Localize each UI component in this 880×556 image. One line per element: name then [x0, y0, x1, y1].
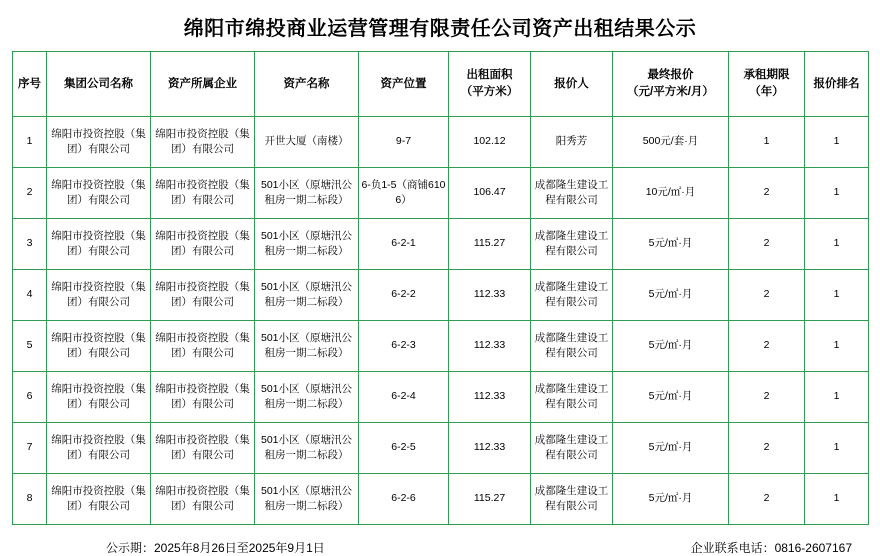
cell-final-price: 5元/㎡·月: [613, 474, 729, 525]
notice-period-text: 公示期：2025年8月26日至2025年9月1日: [106, 541, 325, 555]
cell-group-company: 绵阳市投资控股（集团）有限公司: [47, 219, 151, 270]
cell-bidder: 成都隆生建设工程有限公司: [531, 219, 613, 270]
cell-rank: 1: [805, 219, 869, 270]
column-header-group-company-line1: 集团公司名称: [64, 77, 133, 90]
cell-asset-name: 501小区（原塘汛公租房一期二标段）: [255, 423, 359, 474]
cell-group-company: 绵阳市投资控股（集团）有限公司: [47, 372, 151, 423]
cell-no: 1: [13, 117, 47, 168]
cell-area: 115.27: [449, 474, 531, 525]
column-header-area-line2: （平方米）: [460, 86, 519, 98]
column-header-final-price-line1: 最终报价: [647, 69, 694, 82]
cell-asset-name: 501小区（原塘汛公租房一期二标段）: [255, 219, 359, 270]
column-header-area-line1: 出租面积: [466, 69, 513, 82]
table-row: [13, 474, 869, 525]
cell-rank: 1: [805, 168, 869, 219]
cell-no: 2: [13, 168, 47, 219]
cell-term: 2: [729, 219, 805, 270]
table-row: [13, 270, 869, 321]
cell-asset-location: 6-2-4: [359, 372, 449, 423]
cell-area: 106.47: [449, 168, 531, 219]
cell-bidder: 阳秀芳: [531, 117, 613, 168]
cell-final-price: 5元/㎡·月: [613, 372, 729, 423]
column-header-rank: [805, 52, 869, 117]
cell-bidder: 成都隆生建设工程有限公司: [531, 270, 613, 321]
cell-asset-location: 6-2-5: [359, 423, 449, 474]
cell-group-company: 绵阳市投资控股（集团）有限公司: [47, 423, 151, 474]
column-header-asset-company: [151, 52, 255, 117]
cell-term: 2: [729, 321, 805, 372]
cell-final-price: 500元/套·月: [613, 117, 729, 168]
cell-rank: 1: [805, 117, 869, 168]
cell-bidder: 成都隆生建设工程有限公司: [531, 321, 613, 372]
table-row: [13, 372, 869, 423]
contact-phone-text: 企业联系电话：0816-2607167: [690, 541, 852, 555]
column-header-term-line2: （年）: [749, 86, 784, 98]
cell-no: 6: [13, 372, 47, 423]
table-row: [13, 168, 869, 219]
cell-group-company: 绵阳市投资控股（集团）有限公司: [47, 321, 151, 372]
column-header-asset-location-line1: 资产位置: [380, 77, 427, 90]
cell-asset-company: 绵阳市投资控股（集团）有限公司: [151, 372, 255, 423]
table-row: [13, 117, 869, 168]
cell-term: 2: [729, 168, 805, 219]
cell-area: 112.33: [449, 372, 531, 423]
cell-asset-company: 绵阳市投资控股（集团）有限公司: [151, 423, 255, 474]
cell-group-company: 绵阳市投资控股（集团）有限公司: [47, 168, 151, 219]
cell-rank: 1: [805, 270, 869, 321]
cell-asset-location: 6-2-6: [359, 474, 449, 525]
cell-final-price: 5元/㎡·月: [613, 219, 729, 270]
cell-asset-location: 6-2-3: [359, 321, 449, 372]
cell-term: 1: [729, 117, 805, 168]
column-header-bidder-line1: 报价人: [554, 77, 589, 90]
cell-bidder: 成都隆生建设工程有限公司: [531, 474, 613, 525]
cell-bidder: 成都隆生建设工程有限公司: [531, 372, 613, 423]
cell-group-company: 绵阳市投资控股（集团）有限公司: [47, 270, 151, 321]
cell-asset-name: 501小区（原塘汛公租房一期二标段）: [255, 270, 359, 321]
cell-asset-company: 绵阳市投资控股（集团）有限公司: [151, 168, 255, 219]
cell-asset-name: 501小区（原塘汛公租房一期二标段）: [255, 474, 359, 525]
cell-rank: 1: [805, 423, 869, 474]
cell-rank: 1: [805, 321, 869, 372]
cell-asset-location: 6-2-2: [359, 270, 449, 321]
column-header-asset-company-line1: 资产所属企业: [168, 77, 237, 90]
cell-final-price: 10元/㎡·月: [613, 168, 729, 219]
column-header-term-line1: 承租期限: [743, 69, 790, 82]
cell-term: 2: [729, 423, 805, 474]
cell-group-company: 绵阳市投资控股（集团）有限公司: [47, 474, 151, 525]
cell-asset-company: 绵阳市投资控股（集团）有限公司: [151, 219, 255, 270]
cell-no: 3: [13, 219, 47, 270]
cell-term: 2: [729, 474, 805, 525]
table-row: [13, 219, 869, 270]
cell-final-price: 5元/㎡·月: [613, 270, 729, 321]
column-header-asset-name: [255, 52, 359, 117]
cell-area: 102.12: [449, 117, 531, 168]
cell-asset-name: 501小区（原塘汛公租房一期二标段）: [255, 372, 359, 423]
cell-no: 5: [13, 321, 47, 372]
cell-final-price: 5元/㎡·月: [613, 321, 729, 372]
cell-bidder: 成都隆生建设工程有限公司: [531, 423, 613, 474]
cell-asset-name: 开世大厦（南楼）: [255, 117, 359, 168]
cell-rank: 1: [805, 372, 869, 423]
cell-area: 115.27: [449, 219, 531, 270]
cell-rank: 1: [805, 474, 869, 525]
cell-asset-company: 绵阳市投资控股（集团）有限公司: [151, 474, 255, 525]
cell-asset-name: 501小区（原塘汛公租房一期二标段）: [255, 168, 359, 219]
column-header-term: [729, 52, 805, 117]
cell-asset-location: 6-负1-5（商铺6106）: [359, 168, 449, 219]
cell-asset-company: 绵阳市投资控股（集团）有限公司: [151, 321, 255, 372]
asset-rental-result-table: [12, 51, 869, 525]
column-header-bidder: [531, 52, 613, 117]
cell-area: 112.33: [449, 321, 531, 372]
cell-asset-name: 501小区（原塘汛公租房一期二标段）: [255, 321, 359, 372]
column-header-final-price: [613, 52, 729, 117]
page-title: 绵阳市绵投商业运营管理有限责任公司资产出租结果公示: [183, 18, 697, 40]
column-header-no-line1: 序号: [18, 77, 41, 90]
footer: [12, 539, 868, 556]
table-row: [13, 423, 869, 474]
column-header-asset-name-line1: 资产名称: [283, 77, 330, 90]
cell-area: 112.33: [449, 423, 531, 474]
column-header-no: [13, 52, 47, 117]
cell-asset-location: 6-2-1: [359, 219, 449, 270]
cell-term: 2: [729, 270, 805, 321]
column-header-asset-location: [359, 52, 449, 117]
column-header-rank-line1: 报价排名: [813, 77, 860, 90]
cell-area: 112.33: [449, 270, 531, 321]
cell-final-price: 5元/㎡·月: [613, 423, 729, 474]
cell-no: 7: [13, 423, 47, 474]
cell-asset-company: 绵阳市投资控股（集团）有限公司: [151, 117, 255, 168]
table-row: [13, 321, 869, 372]
column-header-group-company: [47, 52, 151, 117]
cell-no: 4: [13, 270, 47, 321]
cell-group-company: 绵阳市投资控股（集团）有限公司: [47, 117, 151, 168]
cell-no: 8: [13, 474, 47, 525]
cell-asset-company: 绵阳市投资控股（集团）有限公司: [151, 270, 255, 321]
table-header-row: [13, 52, 869, 117]
cell-bidder: 成都隆生建设工程有限公司: [531, 168, 613, 219]
column-header-final-price-line2: （元/平方米/月）: [627, 86, 714, 98]
cell-asset-location: 9-7: [359, 117, 449, 168]
cell-term: 2: [729, 372, 805, 423]
column-header-area: [449, 52, 531, 117]
